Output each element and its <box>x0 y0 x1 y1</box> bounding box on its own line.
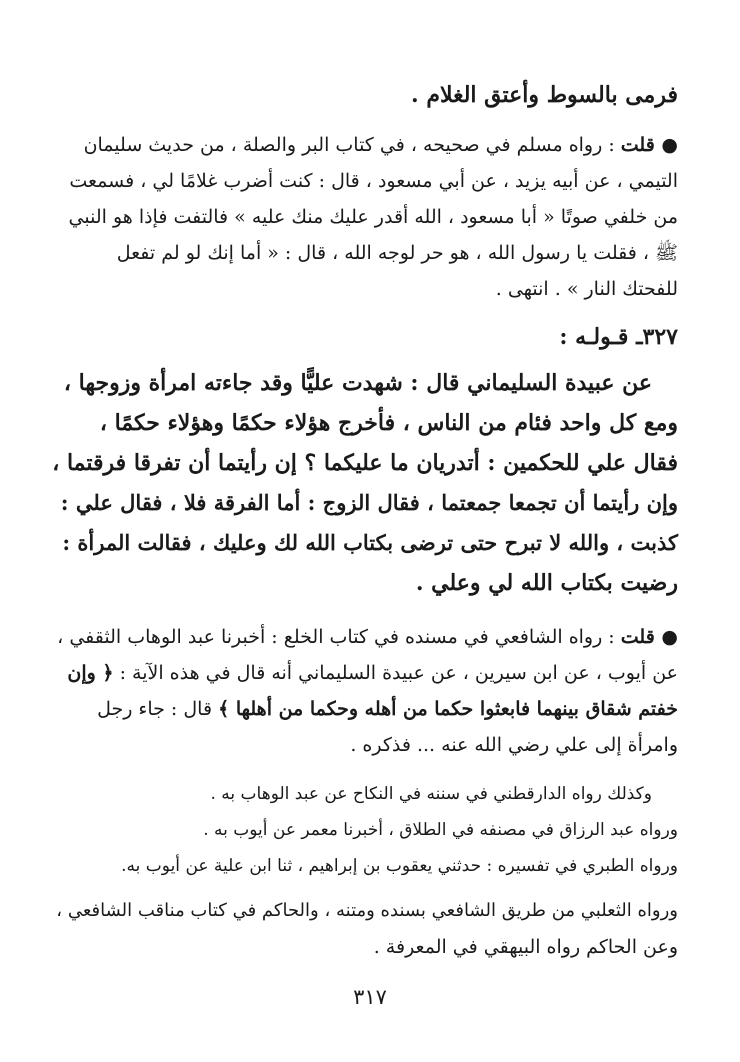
qultu-marker: ● قلت <box>620 134 678 156</box>
commentary-line: وكذلك رواه الدارقطني في سننه في النكاح عن عبد الوهاب به . <box>210 784 652 804</box>
commentary-line <box>67 662 678 685</box>
section-heading: ٣٢٧ـ قـولـه : <box>559 324 678 350</box>
commentary-line: من خلفي صوتًا « أبا مسعود ، الله أقدر عليك منك عليه » فالتفت فإذا هو النبي <box>68 206 678 228</box>
commentary-line: للفحتك النار » . انتهى . <box>495 278 678 300</box>
commentary-line: ﷺ ، فقلت يا رسول الله ، هو حر لوجه الله ، قال : « أما إنك لو لم تفعل <box>116 242 678 264</box>
matn-line: ومع كل واحد فئام من الناس ، فأخرج هؤلاء حكمًا وهؤلاء حكمًا ، <box>99 410 678 436</box>
commentary-text: : رواه مسلم في صحيحه ، في كتاب البر والصلة ، من حديث سليمان <box>83 134 621 156</box>
matn-line: وإن رأيتما أن تجمعا جمعتما ، فقال الزوج : أما الفرقة فلا ، فقال علي : <box>60 490 678 515</box>
commentary-line: وعن الحاكم رواه البيهقي في المعرفة . <box>373 936 678 958</box>
text-line: فرمى بالسوط وأعتق الغلام . <box>411 82 678 108</box>
commentary-line: ورواه الثعلبي من طريق الشافعي بسنده ومتنه ، والحاكم في كتاب مناقب الشافعي ، <box>56 900 678 921</box>
commentary-text: عن أيوب ، عن ابن سيرين ، عن عبيدة السليماني أنه قال في هذه الآية : <box>113 662 678 684</box>
qultu-marker: ● قلت <box>620 626 678 648</box>
commentary-line <box>84 134 678 157</box>
commentary-line: ورواه عبد الرزاق في مصنفه في الطلاق ، أخبرنا معمر عن أيوب به . <box>203 820 678 840</box>
commentary-line <box>97 698 678 721</box>
matn-line: عن عبيدة السليماني قال : شهدت عليًّا وقد جاءته امرأة وزوجها ، <box>63 370 652 396</box>
quran-quote: ﴿ وإن <box>67 662 114 684</box>
matn-line: رضيت بكتاب الله لي وعلي . <box>415 570 678 596</box>
commentary-line: ورواه الطبري في تفسيره : حدثني يعقوب بن إبراهيم ، ثنا ابن علية عن أيوب به. <box>121 856 678 876</box>
page-number: ٣١٧ <box>353 985 387 1009</box>
commentary-text: قال : جاء رجل <box>97 698 219 720</box>
matn-line: فقال علي للحكمين : أتدريان ما عليكما ؟ إن رأيتما أن تفرقا فرقتما ، <box>52 450 678 476</box>
commentary-line <box>57 626 678 649</box>
commentary-text: : رواه الشافعي في مسنده في كتاب الخلع : أخبرنا عبد الوهاب الثقفي ، <box>57 626 621 648</box>
quran-quote: خفتم شقاق بينهما فابعثوا حكما من أهله وحكما من أهلها ﴾ <box>218 698 678 720</box>
commentary-line: التيمي ، عن أبيه يزيد ، عن أبي مسعود ، قال : كنت أضرب غلامًا لي ، فسمعت <box>69 170 678 192</box>
commentary-line: وامرأة إلى علي رضي الله عنه ... فذكره . <box>350 734 678 756</box>
matn-line: كذبت ، والله لا تبرح حتى ترضى بكتاب الله لك وعليك ، فقالت المرأة : <box>62 530 678 555</box>
